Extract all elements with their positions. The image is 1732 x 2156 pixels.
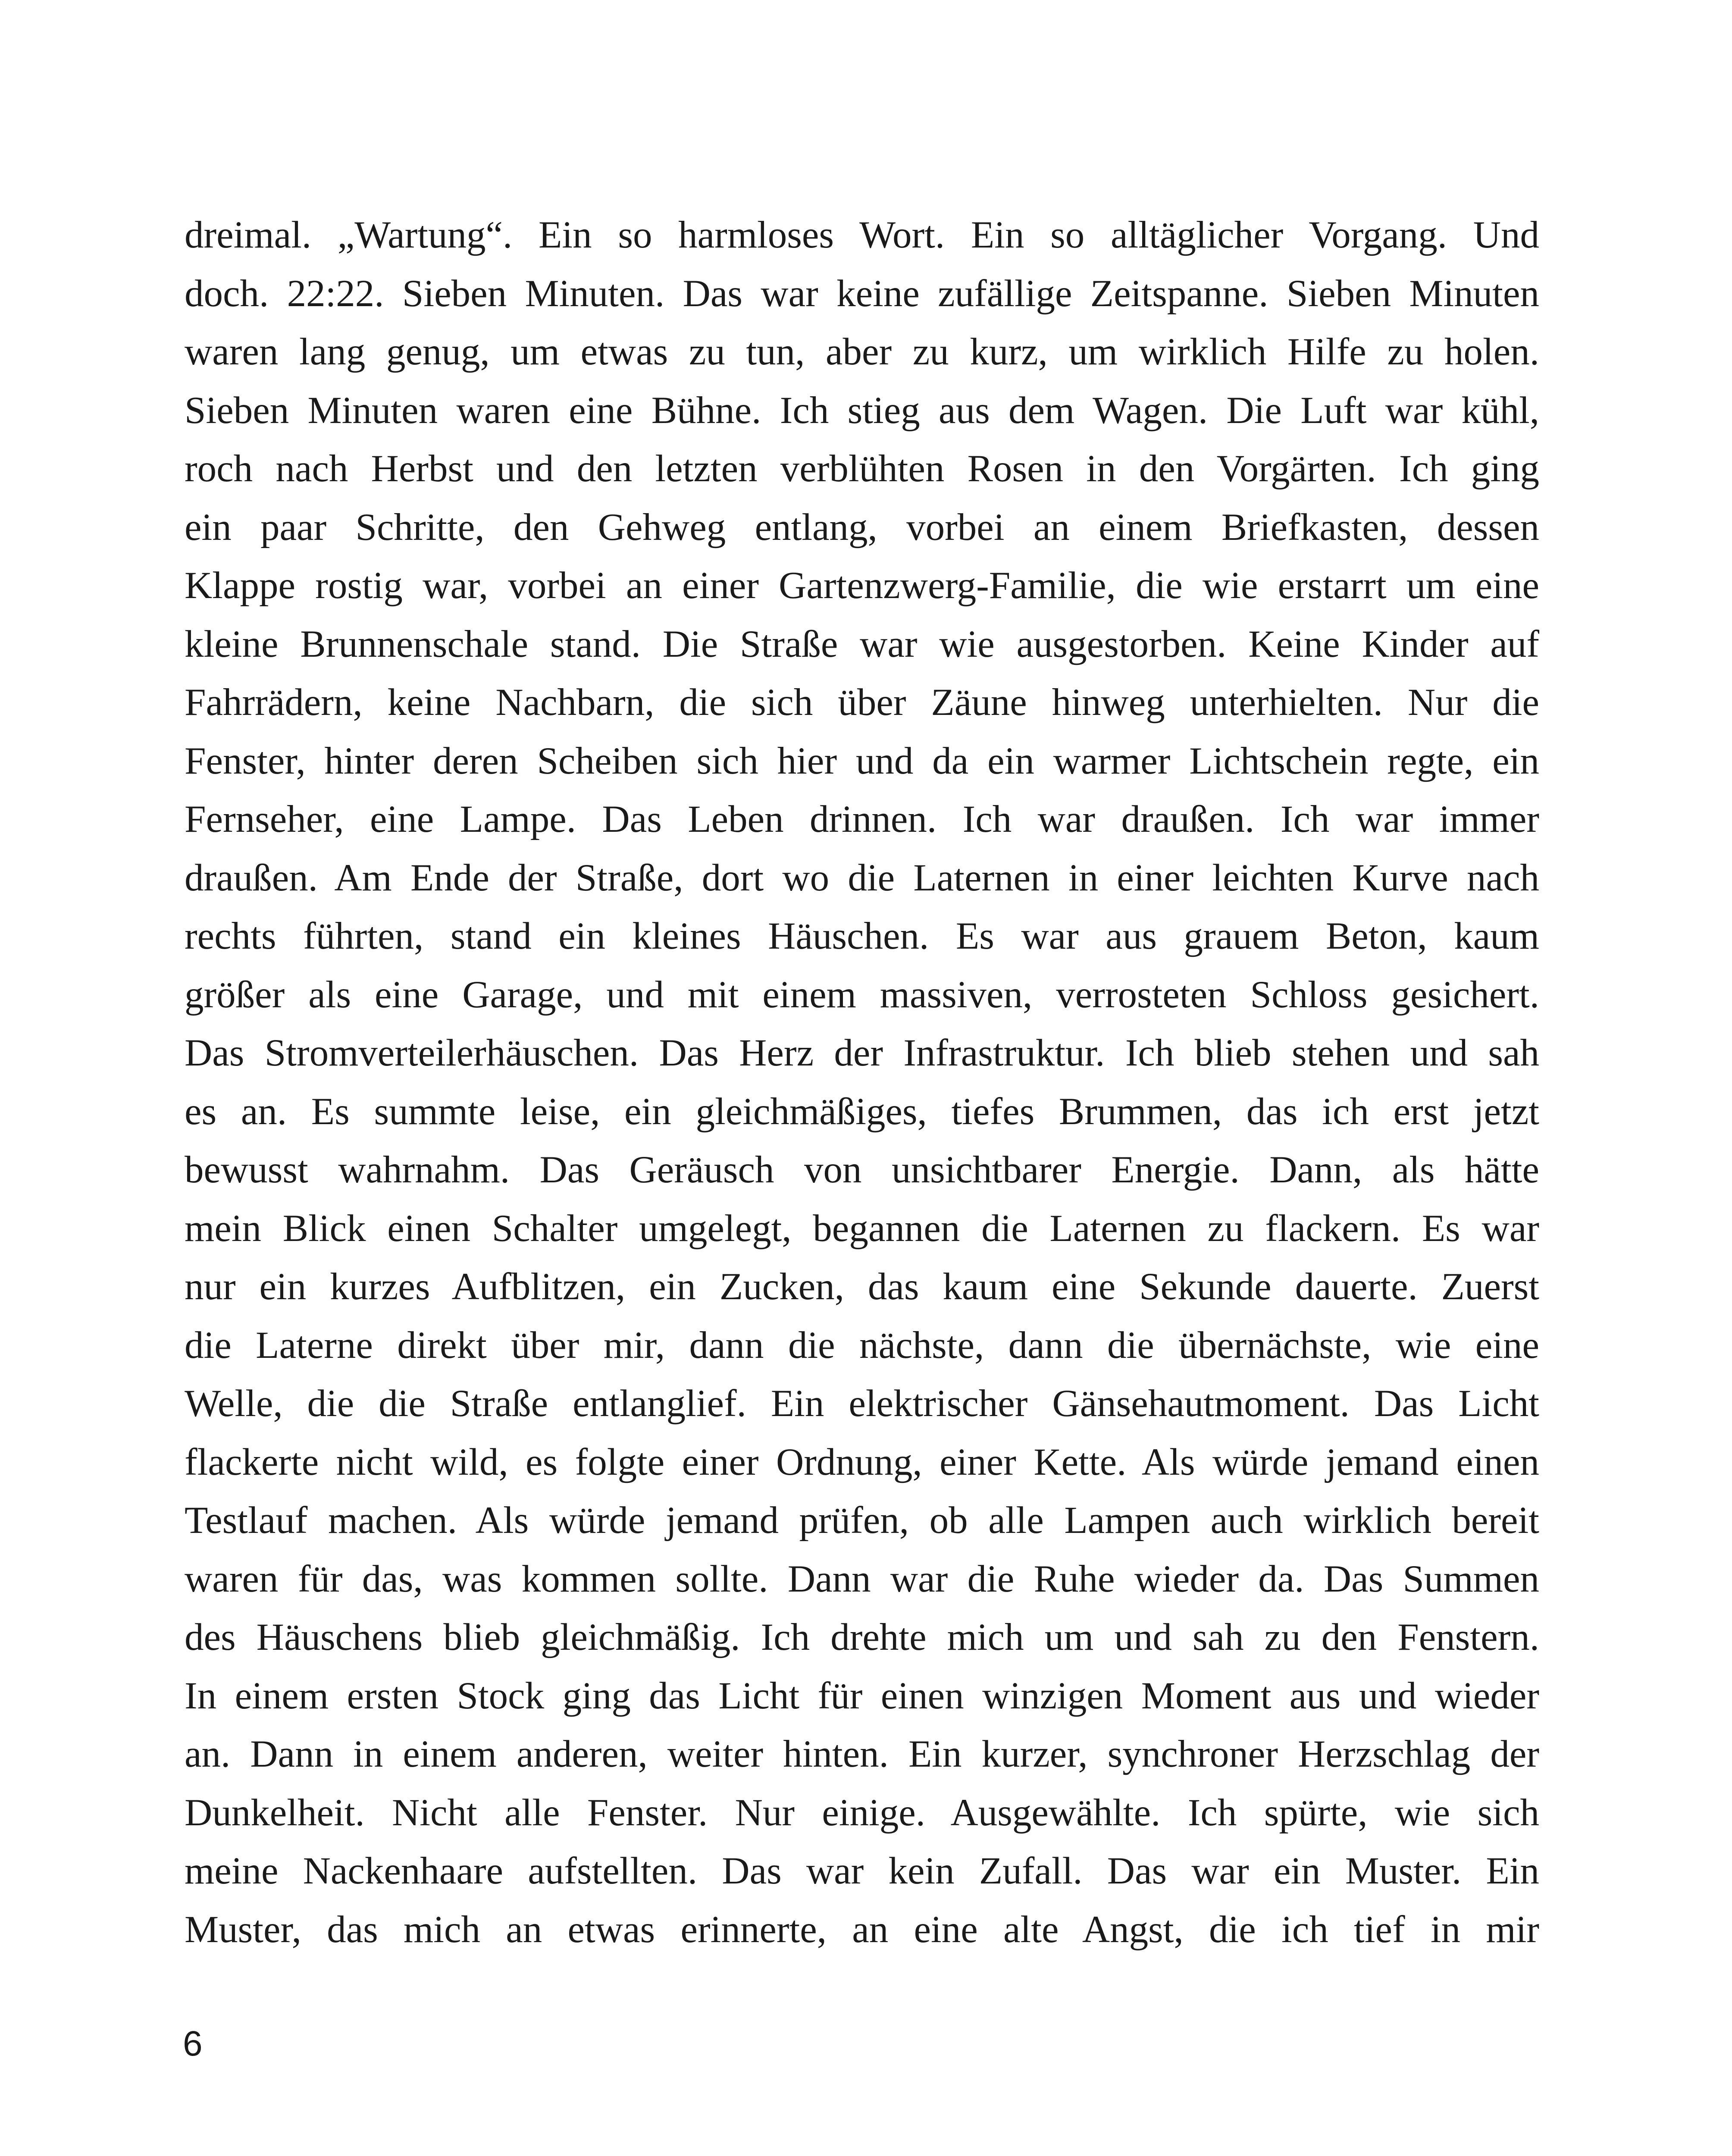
text-line: In einem ersten Stock ging das Licht für einen winzigen Moment aus und wieder [185,1674,1539,1717]
text-line: Welle, die die Straße entlanglief. Ein elektrischer Gänsehautmoment. Das Licht [185,1382,1539,1425]
text-line: des Häuschens blieb gleichmäßig. Ich drehte mich um und sah zu den Fenstern. [185,1616,1539,1658]
text-line: waren für das, was kommen sollte. Dann war die Ruhe wieder da. Das Summen [185,1557,1539,1600]
text-line: bewusst wahrnahm. Das Geräusch von unsichtbarer Energie. Dann, als hätte [185,1149,1539,1191]
text-line: Fahrrädern, keine Nachbarn, die sich über Zäune hinweg unterhielten. Nur die [185,681,1539,724]
text-line: Klappe rostig war, vorbei an einer Gartenzwerg-Familie, die wie erstarrt um eine [185,564,1539,607]
text-line: Fenster, hinter deren Scheiben sich hier und da ein warmer Lichtschein regte, ein [185,740,1539,782]
text-line: Das Stromverteilerhäuschen. Das Herz der Infrastruktur. Ich blieb stehen und sah [185,1032,1539,1074]
text-line: waren lang genug, um etwas zu tun, aber zu kurz, um wirklich Hilfe zu holen. [185,331,1539,373]
text-line: flackerte nicht wild, es folgte einer Ordnung, einer Kette. Als würde jemand einen [185,1441,1539,1483]
text-line: Muster, das mich an etwas erinnerte, an eine alte Angst, die ich tief in mir [185,1908,1539,1951]
text-line: an. Dann in einem anderen, weiter hinten. Ein kurzer, synchroner Herzschlag der [185,1733,1539,1775]
text-line: roch nach Herbst und den letzten verblühten Rosen in den Vorgärten. Ich ging [185,448,1539,490]
page-number: 6 [183,2024,203,2063]
text-line: mein Blick einen Schalter umgelegt, begannen die Laternen zu flackern. Es war [185,1207,1539,1250]
body-text [185,206,1539,1959]
text-line: rechts führten, stand ein kleines Häuschen. Es war aus grauem Beton, kaum [185,915,1539,957]
text-line: Dunkelheit. Nicht alle Fenster. Nur einige. Ausgewählte. Ich spürte, wie sich [185,1791,1539,1834]
text-line: Fernseher, eine Lampe. Das Leben drinnen. Ich war draußen. Ich war immer [185,798,1539,840]
text-line: meine Nackenhaare aufstellten. Das war kein Zufall. Das war ein Muster. Ein [185,1850,1539,1892]
text-line: Testlauf machen. Als würde jemand prüfen, ob alle Lampen auch wirklich bereit [185,1499,1539,1542]
text-line: Sieben Minuten waren eine Bühne. Ich stieg aus dem Wagen. Die Luft war kühl, [185,389,1539,432]
text-line: ein paar Schritte, den Gehweg entlang, vorbei an einem Briefkasten, dessen [185,506,1539,548]
text-line: kleine Brunnenschale stand. Die Straße war wie ausgestorben. Keine Kinder auf [185,623,1539,665]
text-line: größer als eine Garage, und mit einem massiven, verrosteten Schloss gesichert. [185,973,1539,1016]
text-line: es an. Es summte leise, ein gleichmäßiges, tiefes Brummen, das ich erst jetzt [185,1090,1539,1133]
text-line: dreimal. „Wartung“. Ein so harmloses Wort. Ein so alltäglicher Vorgang. Und [185,214,1539,256]
text-line: doch. 22:22. Sieben Minuten. Das war keine zufällige Zeitspanne. Sieben Minuten [185,272,1539,315]
text-line: draußen. Am Ende der Straße, dort wo die Laternen in einer leichten Kurve nach [185,856,1539,899]
text-line: die Laterne direkt über mir, dann die nächste, dann die übernächste, wie eine [185,1324,1539,1366]
text-line: nur ein kurzes Aufblitzen, ein Zucken, das kaum eine Sekunde dauerte. Zuerst [185,1266,1539,1308]
